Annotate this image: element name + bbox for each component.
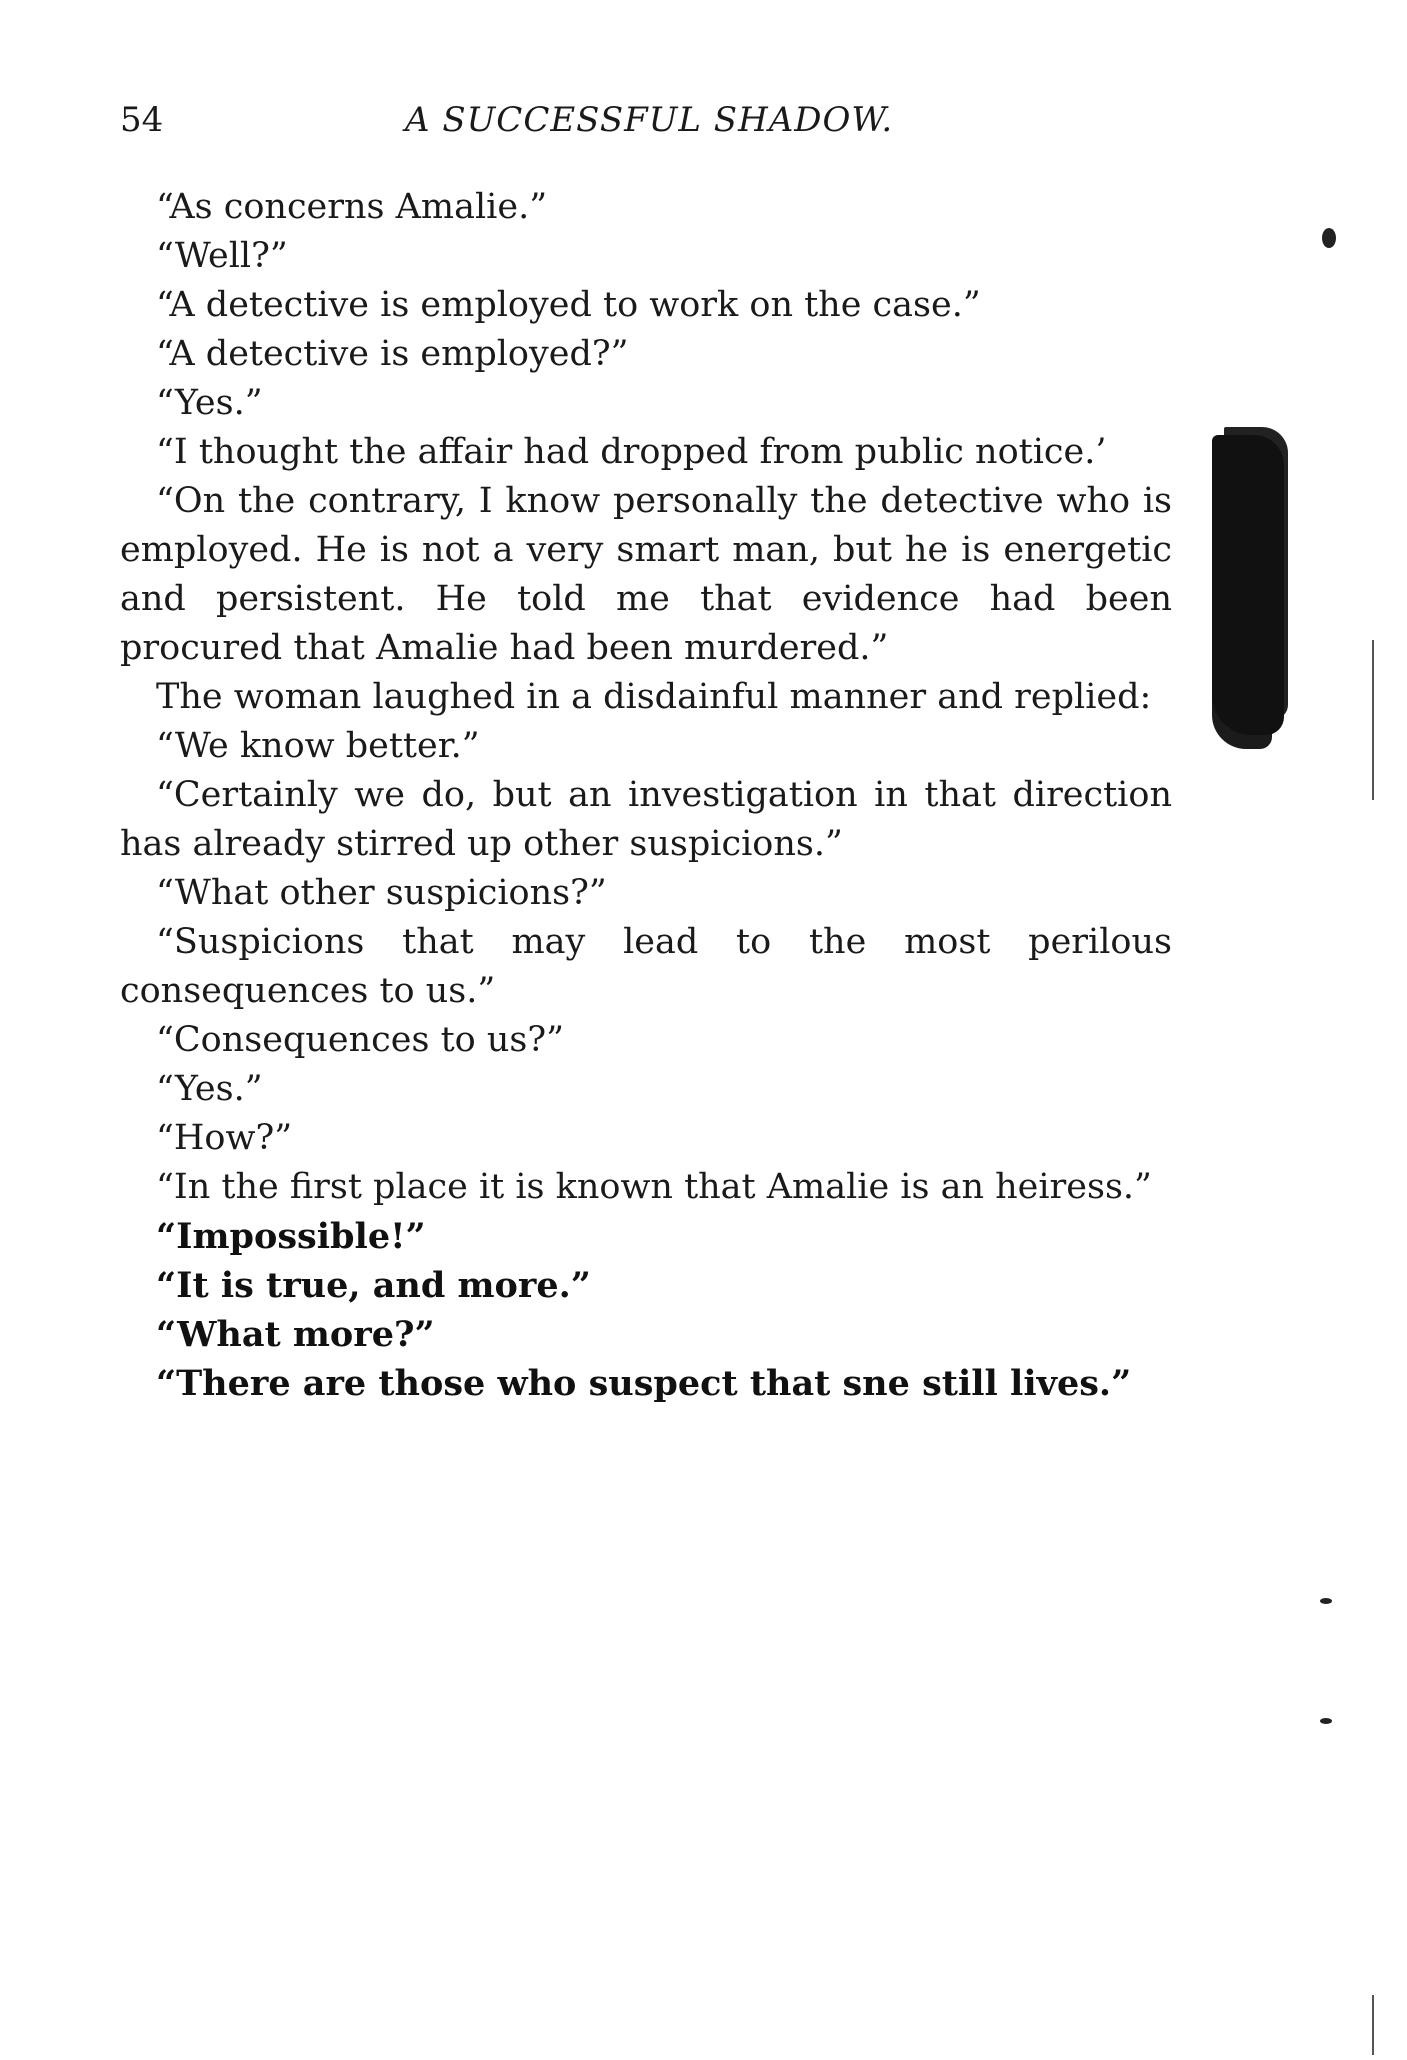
scan-edge-line [1372,1995,1374,2055]
paragraph: “Suspicions that may lead to the most perilous consequences to us.” [120,922,1172,1011]
paragraph: “Certainly we do, but an investigation in that direction has already stirred up other suspicions.” [120,775,1172,864]
paragraph: “Yes.” [156,383,263,423]
paragraph: The woman laughed in a disdainful manner and replied: [156,677,1152,717]
paragraph: “I thought the affair had dropped from public notice.’ [156,432,1107,472]
paragraph: “On the contrary, I know personally the detective who is employed. He is not a very smart man, but he is energetic and persistent. He told me that evidence had been procured that Amalie had been murdered.” [120,481,1172,668]
paragraph: “Impossible!” [156,1216,426,1257]
page-header [120,100,1170,150]
paragraph: “It is true, and more.” [156,1265,591,1306]
paragraph: “Consequences to us?” [156,1020,564,1060]
ink-blot [1212,435,1284,735]
page-number: 54 [120,100,164,140]
scan-edge-line [1372,640,1374,800]
ink-speck [1322,228,1336,248]
paragraph: “In the first place it is known that Amalie is an heiress.” [156,1167,1152,1207]
paragraph: “We know better.” [156,726,480,766]
ink-speck [1320,1598,1332,1604]
paragraph: “A detective is employed?” [156,334,629,374]
paragraph: “Yes.” [156,1069,263,1109]
paragraph: “What more?” [156,1314,435,1355]
paragraph: “A detective is employed to work on the case.” [156,285,981,325]
paragraph: “Well?” [156,236,288,276]
paragraph: “What other suspicions?” [156,873,607,913]
body-text [120,183,1172,1408]
paragraph: “As concerns Amalie.” [156,187,548,227]
running-title: A SUCCESSFUL SHADOW. [405,100,894,140]
paragraph: “How?” [156,1118,293,1158]
ink-speck [1320,1718,1332,1724]
paragraph: “There are those who suspect that sne still lives.” [156,1363,1132,1404]
